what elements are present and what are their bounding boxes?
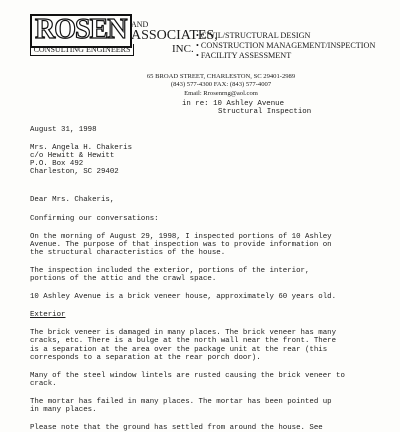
recipient-line: Charleston, SC 29402 <box>30 168 119 177</box>
paragraph-line: in many places. <box>30 405 97 414</box>
paragraph-line: The mortar has failed in many places. The mortar has been pointed up <box>30 397 332 406</box>
paragraph-line: The brick veneer is damaged in many places. The brick veneer has many <box>30 329 337 338</box>
re-line: Structural Inspection <box>218 108 312 117</box>
letter-body <box>30 126 390 432</box>
address: 65 BROAD STREET, CHARLESTON, SC 29401-2989 <box>146 73 296 80</box>
logo-subtitle: CONSULTING ENGINEERS <box>30 44 134 56</box>
firm-associates: ASSOCIATES, <box>131 28 218 43</box>
paragraph-line: corresponds to a separation at the rear porch door). <box>30 353 261 362</box>
firm-inc: INC. <box>172 43 194 55</box>
letter-date: August 31, 1998 <box>30 126 97 134</box>
paragraph-line: Many of the steel window lintels are rusted causing the brick veneer to <box>30 371 345 380</box>
service-item: • CONSTRUCTION MANAGEMENT/INSPECTION <box>196 41 376 50</box>
logo-name: ROSEN <box>35 14 127 45</box>
paragraph: 10 Ashley Avenue is a brick veneer house, approximately 60 years old. <box>30 293 337 302</box>
recipient-line: Mrs. Angela H. Chakeris <box>30 144 133 153</box>
paragraph-line: portions of the attic and the crawl space. <box>30 275 217 284</box>
paragraph-line: cracks, etc. There is a bulge at the north wall near the front. There <box>30 337 337 346</box>
phone-fax: (843) 577-4300 FAX: (843) 577-4007 <box>170 81 272 89</box>
contact-info <box>141 73 301 98</box>
paragraph-line: the structural characteristics of the house. <box>30 248 226 257</box>
paragraph-line: On the morning of August 29, 1998, I inspected portions of 10 Ashley <box>30 232 332 241</box>
re-line: 10 Ashley Avenue <box>213 100 285 108</box>
salutation: Dear Mrs. Chakeris, <box>30 196 115 205</box>
paragraph: Confirming our conversations: <box>30 214 159 223</box>
letterhead <box>0 0 400 112</box>
re-block <box>182 100 311 116</box>
paragraph <box>30 233 390 257</box>
service-item: • CIVIL/STRUCTURAL DESIGN <box>196 31 311 40</box>
paragraph-line: is a separation at the area over the package unit at the rear (this <box>30 345 328 354</box>
re-prefix: in re: <box>182 100 209 108</box>
firm-and: AND <box>131 20 149 29</box>
paragraph <box>30 398 390 414</box>
paragraph-line: Avenue. The purpose of that inspection was to provide information on <box>30 240 332 249</box>
recipient-block <box>30 144 390 176</box>
paragraph: Please note that the ground has settled from around the house. See <box>30 424 323 432</box>
paragraph <box>30 267 390 283</box>
section-heading: Exterior <box>30 311 66 320</box>
email: Email: Rrosenrng@aol.com <box>184 89 258 97</box>
paragraph-line: crack. <box>30 379 57 388</box>
paragraph <box>30 329 390 361</box>
services-list <box>196 31 396 61</box>
paragraph-line: The inspection included the exterior, portions of the interior, <box>30 266 310 275</box>
paragraph <box>30 372 390 388</box>
recipient-line: c/o Hewitt & Hewitt <box>30 152 115 161</box>
company-logo <box>30 14 132 48</box>
recipient-line: P.O. Box 492 <box>30 160 84 169</box>
service-item: • FACILITY ASSESSMENT <box>196 51 292 60</box>
